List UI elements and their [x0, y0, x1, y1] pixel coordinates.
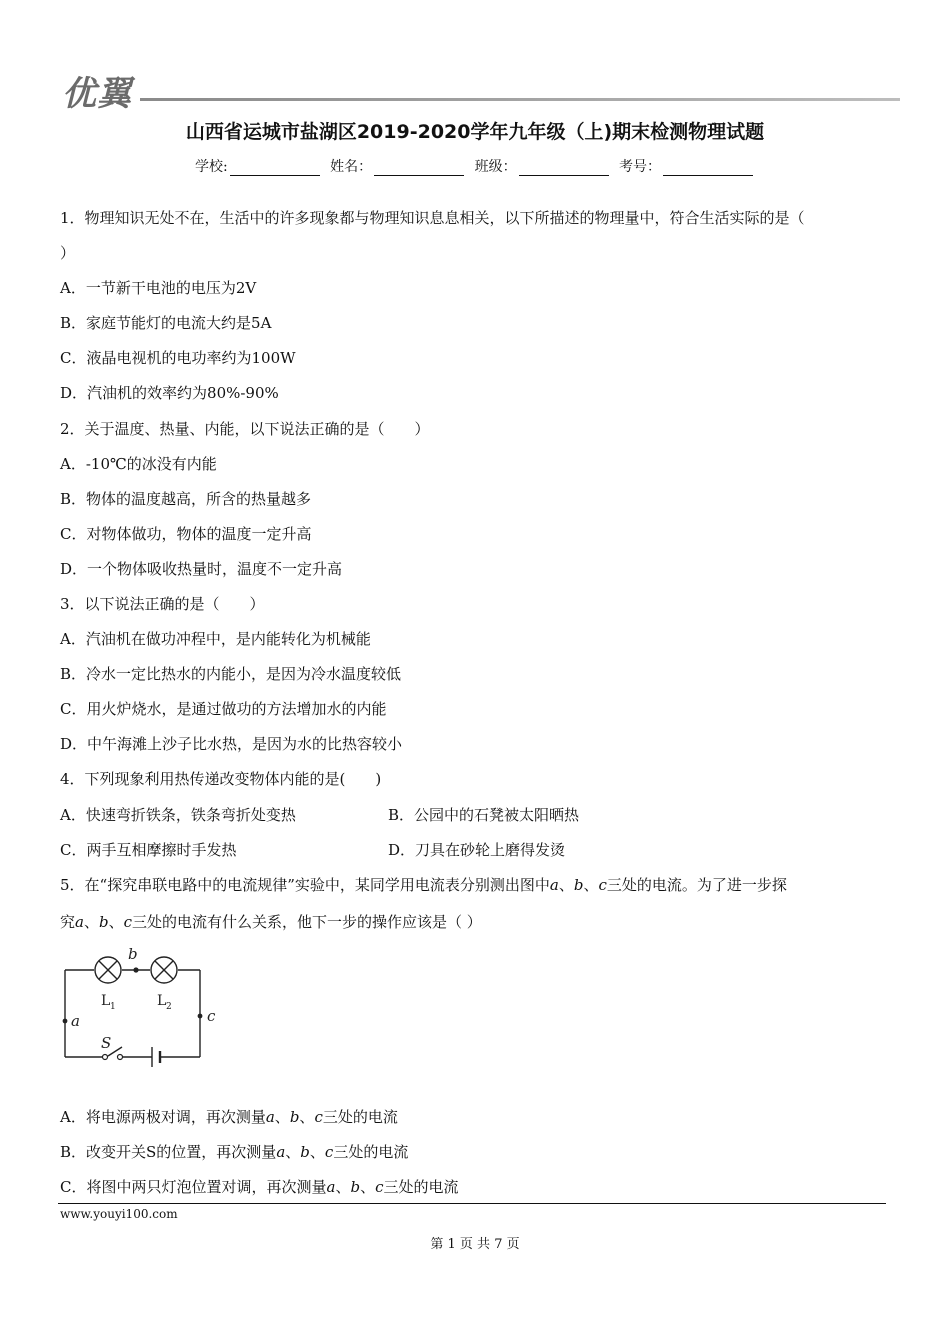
exam-number-blank[interactable]	[663, 161, 753, 176]
question-4-option-b: B．公园中的石凳被太阳晒热	[388, 806, 580, 824]
exam-number-label: 考号：	[619, 159, 662, 175]
footer-divider	[58, 1203, 886, 1204]
question-1-option-c: C．液晶电视机的电功率约为100W	[60, 349, 296, 367]
header-divider	[140, 98, 900, 101]
label-point-c: c	[207, 1007, 216, 1025]
page-title: 山西省运城市盐湖区2019-2020学年九年级（上)期末检测物理试题	[185, 121, 765, 143]
question-4-option-d: D．刀具在砂轮上磨得发烫	[388, 841, 566, 859]
question-3-option-a: A．汽油机在做功冲程中，是内能转化为机械能	[60, 630, 371, 648]
question-4-stem: 4．下列现象利用热传递改变物体内能的是( )	[60, 770, 382, 788]
question-1-option-b: B．家庭节能灯的电流大约是5A	[60, 314, 272, 332]
footer-url[interactable]: www.youyi100.com	[60, 1207, 178, 1221]
question-3-stem: 3．以下说法正确的是（ ）	[60, 595, 265, 613]
question-2-stem: 2．关于温度、热量、内能，以下说法正确的是（ ）	[60, 420, 430, 438]
circuit-diagram	[55, 945, 235, 1080]
question-2-option-b: B．物体的温度越高，所含的热量越多	[60, 490, 312, 508]
label-lamp-1: L	[101, 993, 111, 1009]
question-1-option-d: D．汽油机的效率约为80%-90%	[60, 384, 279, 402]
student-info	[0, 156, 950, 176]
name-label: 姓名：	[330, 159, 373, 175]
name-blank[interactable]	[374, 161, 464, 176]
logo: 优翼	[62, 74, 132, 114]
class-blank[interactable]	[519, 161, 609, 176]
question-5-stem-cont: 究a、b、c三处的电流有什么关系，他下一步的操作应该是（ ）	[60, 913, 482, 931]
label-point-b: b	[128, 945, 138, 963]
question-5-option-b: B．改变开关S的位置，再次测量a、b、c三处的电流	[60, 1143, 409, 1161]
label-switch: S	[101, 1034, 112, 1052]
question-5-option-c: C．将图中两只灯泡位置对调，再次测量a、b、c三处的电流	[60, 1178, 459, 1196]
question-3-option-d: D．中午海滩上沙子比水热，是因为水的比热容较小	[60, 735, 403, 753]
question-2-option-d: D．一个物体吸收热量时，温度不一定升高	[60, 560, 343, 578]
question-5-option-a: A．将电源两极对调，再次测量a、b、c三处的电流	[60, 1108, 398, 1126]
question-5-stem: 5．在“探究串联电路中的电流规律”实验中，某同学用电流表分别测出图中a、b、c三处的电流。为了进一步探	[60, 876, 787, 894]
label-lamp-2: L	[157, 993, 167, 1009]
question-1-option-a: A．一节新干电池的电压为2V	[60, 279, 257, 297]
page-number: 第 1 页 共 7 页	[430, 1237, 520, 1252]
question-1-stem: 1．物理知识无处不在，生活中的许多现象都与物理知识息息相关，以下所描述的物理量中，符合生活实际的是（	[60, 209, 805, 227]
question-4-option-a: A．快速弯折铁条，铁条弯折处变热	[60, 806, 296, 824]
class-label: 班级：	[474, 159, 517, 175]
question-2-option-c: C．对物体做功，物体的温度一定升高	[60, 525, 312, 543]
school-label: 学校:	[194, 159, 228, 175]
question-4-option-c: C．两手互相摩擦时手发热	[60, 841, 237, 859]
question-3-option-c: C．用火炉烧水，是通过做功的方法增加水的内能	[60, 700, 387, 718]
question-3-option-b: B．冷水一定比热水的内能小，是因为冷水温度较低	[60, 665, 402, 683]
question-1-stem-cont: ）	[60, 244, 76, 262]
question-2-option-a: A．-10℃的冰没有内能	[60, 455, 217, 473]
label-point-a: a	[71, 1012, 80, 1030]
label-lamp-1-sub: 1	[110, 1002, 116, 1012]
label-lamp-2-sub: 2	[166, 1002, 172, 1012]
school-blank[interactable]	[230, 161, 320, 176]
